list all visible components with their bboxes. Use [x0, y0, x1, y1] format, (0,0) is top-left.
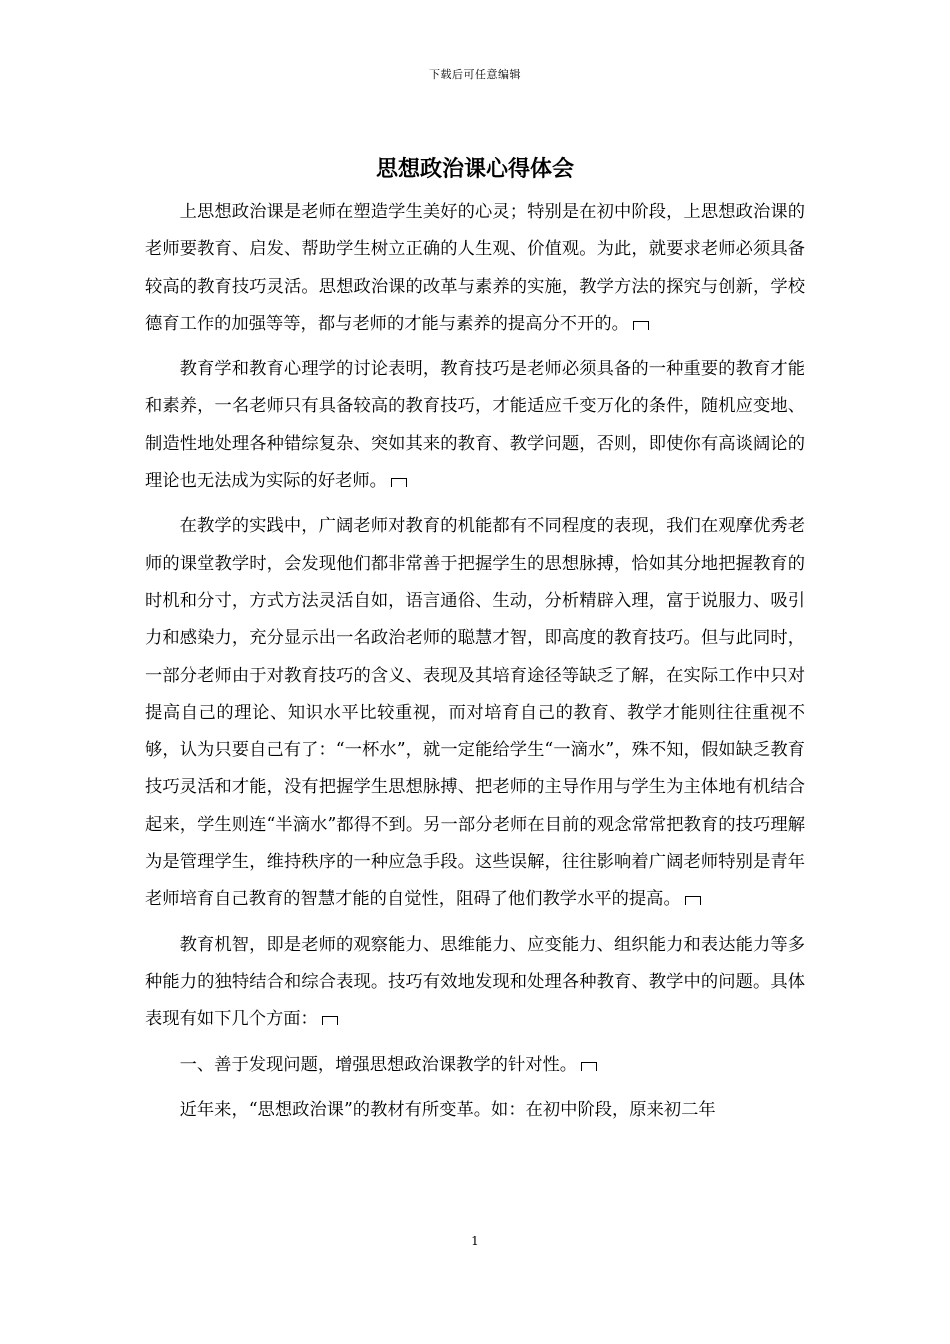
paragraph-text: 上思想政治课是老师在塑造学生美好的心灵；特别是在初中阶段，上思想政治课的老师要教育、启发、帮助学生树立正确的人生观、价值观。为此，就要求老师必须具备较高的教育技巧灵活。思想政治课的改革与素养的实施，教学方法的探究与创新，学校德育工作的加强等等，都与老师的才能与素养的提高分不开的。: [145, 202, 805, 334]
paragraph-6: [145, 1092, 805, 1129]
paragraph-text: 近年来，“思想政治课”的教材有所变革。如：在初中阶段，原来初二年: [179, 1099, 716, 1120]
paragraph-2: [145, 351, 805, 500]
header-note: 下载后可任意编辑: [429, 68, 521, 81]
paragraph-1: [145, 194, 805, 343]
document-title: 思想政治课心得体会: [375, 156, 574, 182]
document-body: [145, 194, 805, 1137]
paragraph-mark-icon: [322, 1016, 338, 1025]
paragraph-text: 一、善于发现问题，增强思想政治课教学的针对性。: [179, 1054, 578, 1075]
page-number: 1: [471, 1234, 479, 1248]
paragraph-5: [145, 1047, 805, 1084]
paragraph-mark-icon: [391, 478, 407, 487]
paragraph-text: 教育机智，即是老师的观察能力、思维能力、应变能力、组织能力和表达能力等多种能力的独特结合和综合表现。技巧有效地发现和处理各种教育、教学中的问题。具体表现有如下几个方面：: [145, 934, 805, 1030]
paragraph-mark-icon: [685, 896, 701, 905]
paragraph-4: [145, 927, 805, 1039]
paragraph-text: 教育学和教育心理学的讨论表明，教育技巧是老师必须具备的一种重要的教育才能和素养，一名老师只有具备较高的教育技巧，才能适应千变万化的条件，随机应变地、制造性地处理各种错综复杂、突如其来的教育、教学问题，否则，即使你有高谈阔论的理论也无法成为实际的好老师。: [145, 359, 805, 492]
paragraph-mark-icon: [633, 321, 649, 330]
paragraph-mark-icon: [581, 1062, 597, 1071]
paragraph-3: [145, 508, 805, 918]
paragraph-text: 在教学的实践中，广阔老师对教育的机能都有不同程度的表现，我们在观摩优秀老师的课堂教学时，会发现他们都非常善于把握学生的思想脉搏，恰如其分地把握教育的时机和分寸，方式方法灵活自如，语言通俗、生动，分析精辟入理，富于说服力、吸引力和感染力，充分显示出一名政治老师的聪慧才智，即高度的教育技巧。但与此同时，一部分老师由于对教育技巧的含义、表现及其培育途径等缺乏了解，在实际工作中只对提高自己的理论、知识水平比较重视，而对培育自己的教育、教学才能则往往重视不够，认为只要自己有了：“一杯水”，就一定能给学生“一滴水”，殊不知，假如缺乏教育技巧灵活和才能，没有把握学生思想脉搏、把老师的主导作用与学生为主体地有机结合起来，学生则连“半滴水”都得不到。另一部分老师在目前的观念常常把教育的技巧理解为是管理学生，维持秩序的一种应急手段。这些误解，往往影响着广阔老师特别是青年老师培育自己教育的智慧才能的自觉性，阻碍了他们教学水平的提高。: [145, 516, 805, 910]
